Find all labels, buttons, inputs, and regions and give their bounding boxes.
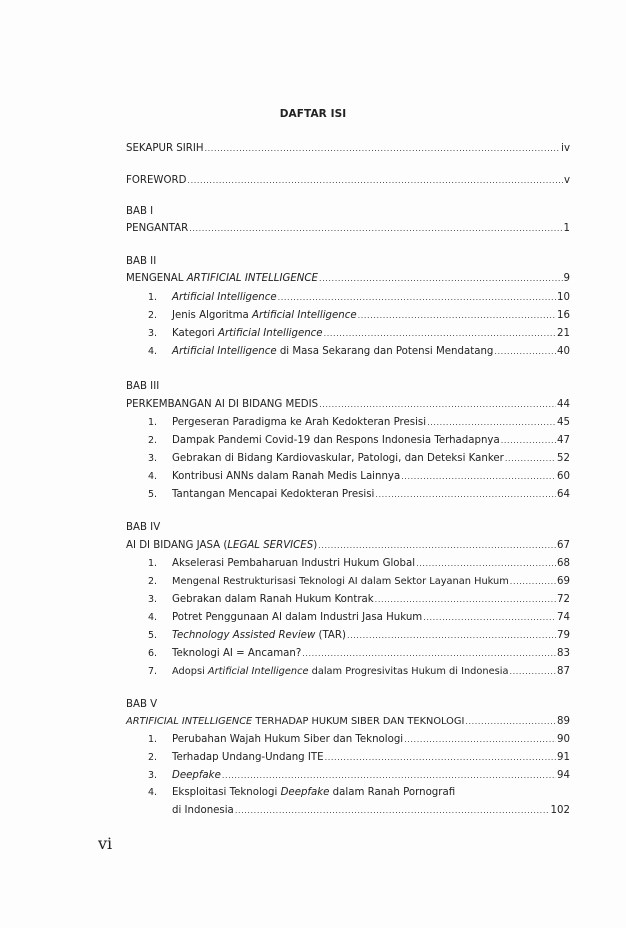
toc-entry[interactable]: 6. Teknologi AI = Ancaman? ..... 83 bbox=[148, 648, 570, 664]
leader-dots bbox=[235, 806, 550, 815]
leader-dots bbox=[324, 329, 556, 338]
toc-chapter-heading[interactable]: AI DI BIDANG JASA (LEGAL SERVICES) ..... 67 bbox=[126, 540, 570, 556]
toc-entry-foreword[interactable]: FOREWORD ..... v bbox=[126, 175, 570, 191]
page-number: 90 bbox=[557, 734, 570, 745]
toc-entry[interactable]: 2. Dampak Pandemi Covid-19 dan Respons Indonesia Terhadapnya ..... 47 bbox=[148, 435, 570, 451]
leader-dots bbox=[319, 400, 556, 409]
leader-dots bbox=[205, 144, 561, 153]
leader-dots bbox=[222, 771, 556, 780]
chapter-label: BAB III bbox=[126, 381, 160, 392]
page-number: 60 bbox=[557, 471, 570, 482]
leader-dots bbox=[347, 631, 556, 640]
toc-chapter-heading[interactable]: MENGENAL ARTIFICIAL INTELLIGENCE ..... 9 bbox=[126, 273, 570, 289]
page-number: 94 bbox=[557, 770, 570, 781]
page-number: iv bbox=[561, 143, 570, 154]
toc-chapter-heading[interactable]: ARTIFICIAL INTELLIGENCE TERHADAP HUKUM SIBER DAN TEKNOLOGI ..... 89 bbox=[126, 716, 570, 732]
page-number: 21 bbox=[557, 328, 570, 339]
page-number: 16 bbox=[557, 310, 570, 321]
leader-dots bbox=[278, 293, 556, 302]
toc-entry[interactable]: 4. Kontribusi ANNs dalam Ranah Medis Lainnya ..... 60 bbox=[148, 471, 570, 487]
leader-dots bbox=[427, 418, 556, 427]
toc-entry[interactable]: 3. Gebrakan dalam Ranah Hukum Kontrak ..... 72 bbox=[148, 594, 570, 610]
page-number: 74 bbox=[557, 612, 570, 623]
leader-dots bbox=[358, 311, 556, 320]
leader-dots bbox=[505, 454, 556, 463]
page-number: 40 bbox=[557, 346, 570, 357]
toc-entry[interactable]: 3. Deepfake ..... 94 bbox=[148, 770, 570, 786]
page-number: 45 bbox=[557, 417, 570, 428]
leader-dots bbox=[401, 472, 556, 481]
page-number: 69 bbox=[557, 576, 570, 587]
toc-entry[interactable]: 2. Terhadap Undang-Undang ITE ..... 91 bbox=[148, 752, 570, 768]
leader-dots bbox=[494, 347, 556, 356]
toc-entry[interactable]: 3. Gebrakan di Bidang Kardiovaskular, Patologi, dan Deteksi Kanker ..... 52 bbox=[148, 453, 570, 469]
toc-entry[interactable]: 4. Eksploitasi Teknologi Deepfake dalam Ranah Pornografi bbox=[148, 787, 456, 798]
toc-entry[interactable]: 1. Perubahan Wajah Hukum Siber dan Teknologi ..... 90 bbox=[148, 734, 570, 750]
page-number: v bbox=[563, 175, 570, 186]
toc-entry[interactable]: 2. Mengenal Restrukturisasi Teknologi AI dalam Sektor Layanan Hukum ..... 69 bbox=[148, 576, 570, 592]
toc-entry[interactable]: 4. Artificial Intelligence di Masa Sekarang dan Potensi Mendatang ..... 40 bbox=[148, 346, 570, 362]
page-number: 91 bbox=[557, 752, 570, 763]
page-number: 72 bbox=[557, 594, 570, 605]
page-number: 64 bbox=[557, 489, 570, 500]
page-number: 10 bbox=[557, 292, 570, 303]
toc-entry[interactable]: 1. Pergeseran Paradigma ke Arah Kedokteran Presisi ..... 45 bbox=[148, 417, 570, 433]
toc-entry[interactable]: 3. Kategori Artificial Intelligence ..... 21 bbox=[148, 328, 570, 344]
leader-dots bbox=[501, 436, 556, 445]
toc-entry[interactable]: 4. Potret Penggunaan AI dalam Industri Jasa Hukum ..... 74 bbox=[148, 612, 570, 628]
page-number: 68 bbox=[557, 558, 570, 569]
leader-dots bbox=[375, 595, 556, 604]
leader-dots bbox=[319, 274, 563, 283]
page-number: 44 bbox=[557, 399, 570, 410]
page-number: 83 bbox=[557, 648, 570, 659]
toc-title: DAFTAR ISI bbox=[279, 108, 347, 120]
page-number: 89 bbox=[557, 716, 570, 727]
toc-entry[interactable]: 2. Jenis Algoritma Artificial Intelligence ..... 16 bbox=[148, 310, 570, 326]
toc-entry-sekapur-sirih[interactable]: SEKAPUR SIRIH ..... iv bbox=[126, 143, 570, 159]
page-number: 67 bbox=[557, 540, 570, 551]
page-number: 47 bbox=[557, 435, 570, 446]
toc-entry[interactable]: 5. Technology Assisted Review (TAR) ..... 79 bbox=[148, 630, 570, 646]
toc-chapter-heading[interactable]: PERKEMBANGAN AI DI BIDANG MEDIS ..... 44 bbox=[126, 399, 570, 415]
leader-dots bbox=[375, 490, 556, 499]
toc-entry[interactable]: 7. Adopsi Artificial Intelligence dalam Progresivitas Hukum di Indonesia ..... 87 bbox=[148, 666, 570, 682]
chapter-label: BAB I bbox=[126, 206, 154, 217]
page-folio: vi bbox=[98, 834, 113, 853]
leader-dots bbox=[187, 176, 563, 185]
leader-dots bbox=[423, 613, 556, 622]
leader-dots bbox=[404, 735, 556, 744]
toc-entry[interactable]: 5. Tantangan Mencapai Kedokteran Presisi ..... 64 bbox=[148, 489, 570, 505]
page-number: 87 bbox=[557, 666, 570, 677]
leader-dots bbox=[465, 717, 556, 726]
chapter-label: BAB V bbox=[126, 699, 158, 710]
page-number: 102 bbox=[550, 805, 570, 816]
leader-dots bbox=[325, 753, 556, 762]
page-number: 79 bbox=[557, 630, 570, 641]
leader-dots bbox=[318, 541, 556, 550]
leader-dots bbox=[509, 667, 556, 676]
toc-entry[interactable]: 1. Akselerasi Pembaharuan Industri Hukum Global ..... 68 bbox=[148, 558, 570, 574]
leader-dots bbox=[302, 649, 556, 658]
chapter-label: BAB IV bbox=[126, 522, 161, 533]
toc-chapter-heading[interactable]: PENGANTAR ..... 1 bbox=[126, 223, 570, 239]
leader-dots bbox=[416, 559, 556, 568]
chapter-label: BAB II bbox=[126, 256, 157, 267]
leader-dots bbox=[510, 577, 556, 586]
toc-entry-continuation[interactable]: di Indonesia ..... 102 bbox=[172, 805, 570, 821]
toc-entry[interactable]: 1. Artificial Intelligence ..... 10 bbox=[148, 292, 570, 308]
page-number: 52 bbox=[557, 453, 570, 464]
page-number: 9 bbox=[563, 273, 570, 284]
leader-dots bbox=[189, 224, 562, 233]
page-number: 1 bbox=[563, 223, 570, 234]
